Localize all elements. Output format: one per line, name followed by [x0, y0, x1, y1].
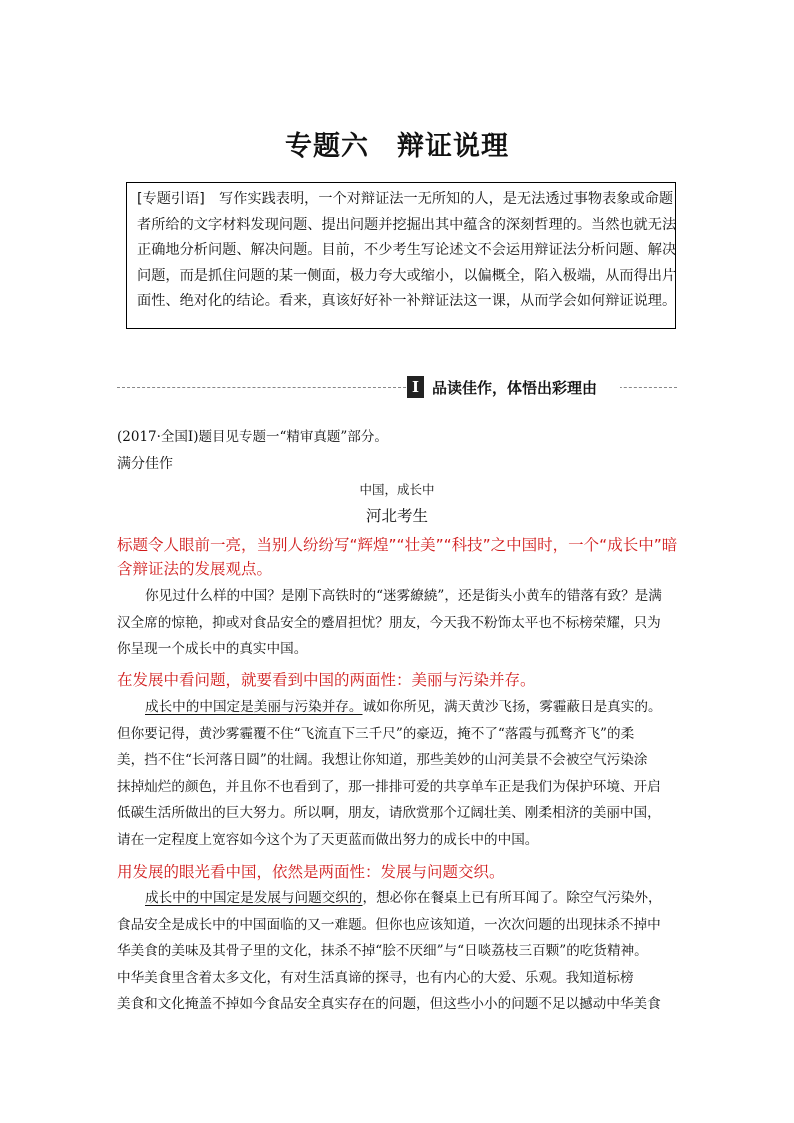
underlined-thesis: 成长中的中国定是发展与问题交织的	[145, 890, 363, 906]
full-score-label: 满分佳作	[117, 456, 173, 472]
source-line: (2017·全国Ⅰ)题目见专题一“精审真题”部分。	[117, 429, 388, 445]
intro-line: 正确地分析问题、解决问题。目前，不少考生写论述文不会运用辩证法分析问题、解决	[137, 242, 677, 258]
page-title: 专题六 辩证说理	[285, 131, 509, 162]
intro-line: 者所给的文字材料发现问题、提出问题并挖掘出其中蕴含的深刻哲理的。当然也就无法	[137, 216, 677, 233]
underlined-thesis: 成长中的中国定是美丽与污染并存。	[145, 699, 363, 715]
section-heading: 品读佳作，体悟出彩理由	[432, 378, 598, 397]
essay-paragraph-3: 成长中的中国定是发展与问题交织的，想必你在餐桌上已有所耳闻了。除空气污染外， 食品安全是成长中的中国面临的又一难题。但你也应该知道，一次次问题的出现抹杀不掉中 华美食的美味及其骨子里的文化，抹杀不掉“脍不厌细”与“日啖荔枝三百颗”的吃货精神。 中华美食里含着太多文化，有对生活真谛的探寻，也有内心的大爱、乐观。我知道标榜 美食和文化掩盖不掉如今食品安全真实存在的问题，但这些小小的问题不足以撼动中华美食	[117, 890, 662, 1012]
essay-paragraph-2: 成长中的中国定是美丽与污染并存。诚如你所见，满天黄沙飞扬，雾霾蔽日是真实的。 但你要记得，黄沙雾霾覆不住“飞流直下三千尺”的豪迈，掩不了“落霞与孤鹜齐飞”的柔 美，挡不住“长河落日圆”的壮阔。我想让你知道，那些美妙的山河美景不会被空气污染涂 抹掉灿烂的颜色，并且你不也看到了，那一排排可爱的共享单车正是我们为保护环境、开启 低碳生活所做出的巨大努力。所以啊，朋友，请欣赏那个辽阔壮美、刚柔相济的美丽中国， 请在一定程度上宽容如今这个为了天更蓝而做出努力的成长中的中国。	[117, 699, 662, 848]
intro-line: 问题，而是抓住问题的某一侧面，极力夸大或缩小，以偏概全，陷入极端，从而得出片	[137, 267, 677, 284]
intro-line: 面性、绝对化的结论。看来，真该好好补一补辩证法这一课，从而学会如何辩证说理。	[137, 293, 677, 309]
section-badge	[407, 376, 620, 398]
comment-title: 标题令人眼前一亮，当别人纷纷写“辉煌”“壮美”“科技”之中国时，一个“成长中”暗 含辩证法的发展观点。	[117, 536, 678, 578]
essay-author: 河北考生	[365, 507, 428, 525]
comment-paragraph-2: 在发展中看问题，就要看到中国的两面性：美丽与污染并存。	[117, 671, 536, 689]
intro-label: [专题引语]	[137, 191, 205, 207]
essay-title: 中国，成长中	[359, 482, 435, 497]
comment-paragraph-3: 用发展的眼光看中国，依然是两面性：发展与问题交织。	[117, 863, 505, 881]
essay-paragraph-1: 你见过什么样的中国？是刚下高铁时的“迷雾繚繞”，还是街头小黄车的错落有致？是满 汉全席的惊艳，抑或对食品安全的蹙眉担忧？朋友，今天我不粉饰太平也不标榜荣耀，只为 你呈现一个成长中的真实中国。	[117, 588, 662, 657]
section-header	[117, 374, 677, 400]
section-numeral: Ⅰ	[407, 376, 424, 398]
intro-line: [专题引语] 写作实践表明，一个对辩证法一无所知的人，是无法透过事物表象或命题	[137, 191, 674, 207]
intro-box	[126, 182, 676, 329]
